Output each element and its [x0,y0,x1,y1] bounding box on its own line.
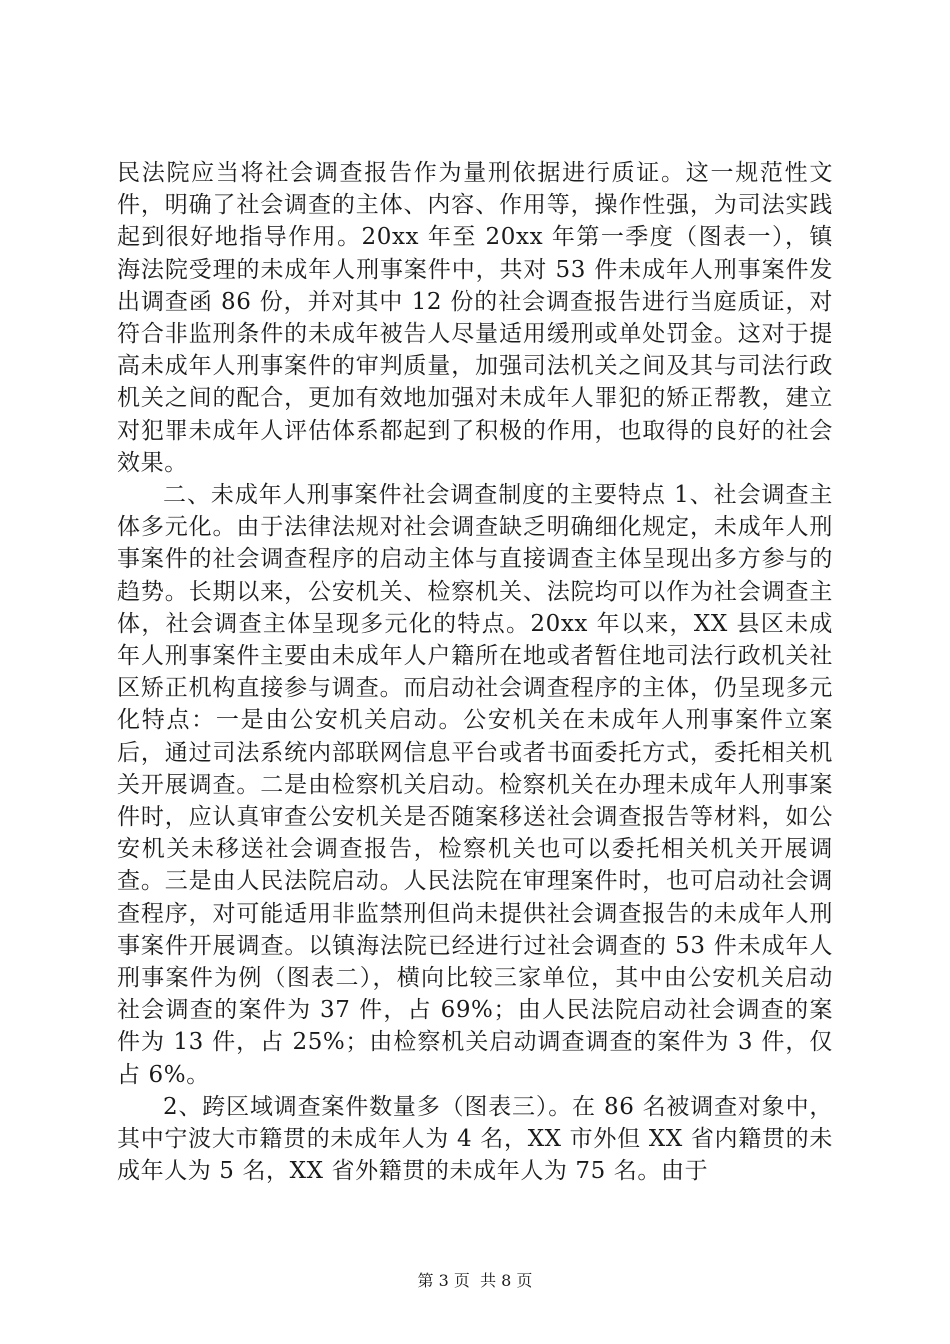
paragraph-2: 二、未成年人刑事案件社会调查制度的主要特点 1、社会调查主体多元化。由于法律法规对社会调查缺乏明确细化规定，未成年人刑事案件的社会调查程序的启动主体与直接调查主体呈现出多方参与的趋势。长期以来，公安机关、检察机关、法院均可以作为社会调查主体，社会调查主体呈现多元化的特点。20xx 年以来，XX 县区未成年人刑事案件主要由未成年人户籍所在地或者暂住地司法行政机关社区矫正机构直接参与调查。而启动社会调查程序的主体，仍呈现多元化特点：一是由公安机关启动。公安机关在未成年人刑事案件立案后，通过司法系统内部联网信息平台或者书面委托方式，委托相关机关开展调查。二是由检察机关启动。检察机关在办理未成年人刑事案件时，应认真审查公安机关是否随案移送社会调查报告等材料，如公安机关未移送社会调查报告，检察机关也可以委托相关机关开展调查。三是由人民法院启动。人民法院在审理案件时，也可启动社会调查程序，对可能适用非监禁刑但尚未提供社会调查报告的未成年人刑事案件开展调查。以镇海法院已经进行过社会调查的 53 件未成年人刑事案件为例（图表二），横向比较三家单位，其中由公安机关启动社会调查的案件为 37 件，占 69%；由人民法院启动社会调查的案件为 13 件，占 25%；由检察机关启动调查调查的案件为 3 件，仅占 6%。 [117,482,833,1088]
paragraph-1: 民法院应当将社会调查报告作为量刑依据进行质证。这一规范性文件，明确了社会调查的主体、内容、作用等，操作性强，为司法实践起到很好地指导作用。20xx 年至 20xx 年第一季度（图表一），镇海法院受理的未成年人刑事案件中，共对 53 件未成年人刑事案件发出调查函 86 份，并对其中 12 份的社会调查报告进行当庭质证，对符合非监刑条件的未成年被告人尽量适用缓刑或单处罚金。这对于提高未成年人刑事案件的审判质量，加强司法机关之间及其与司法行政机关之间的配合，更加有效地加强对未成年人罪犯的矫正帮教，建立对犯罪未成年人评估体系都起到了积极的作用，也取得的良好的社会效果。 [117,160,833,476]
page-total: 共 8 页 [480,1271,533,1290]
page-number: 第 3 页 [417,1271,470,1290]
footer-spacer [470,1271,480,1290]
paragraph-3: 2、跨区域调查案件数量多（图表三）。在 86 名被调查对象中，其中宁波大市籍贯的未成年人为 4 名，XX 市外但 XX 省内籍贯的未成年人为 5 名，XX 省外籍贯的未成年人为 75 名。由于 [117,1093,833,1185]
document-body [117,157,833,1188]
page-footer [0,1268,950,1291]
